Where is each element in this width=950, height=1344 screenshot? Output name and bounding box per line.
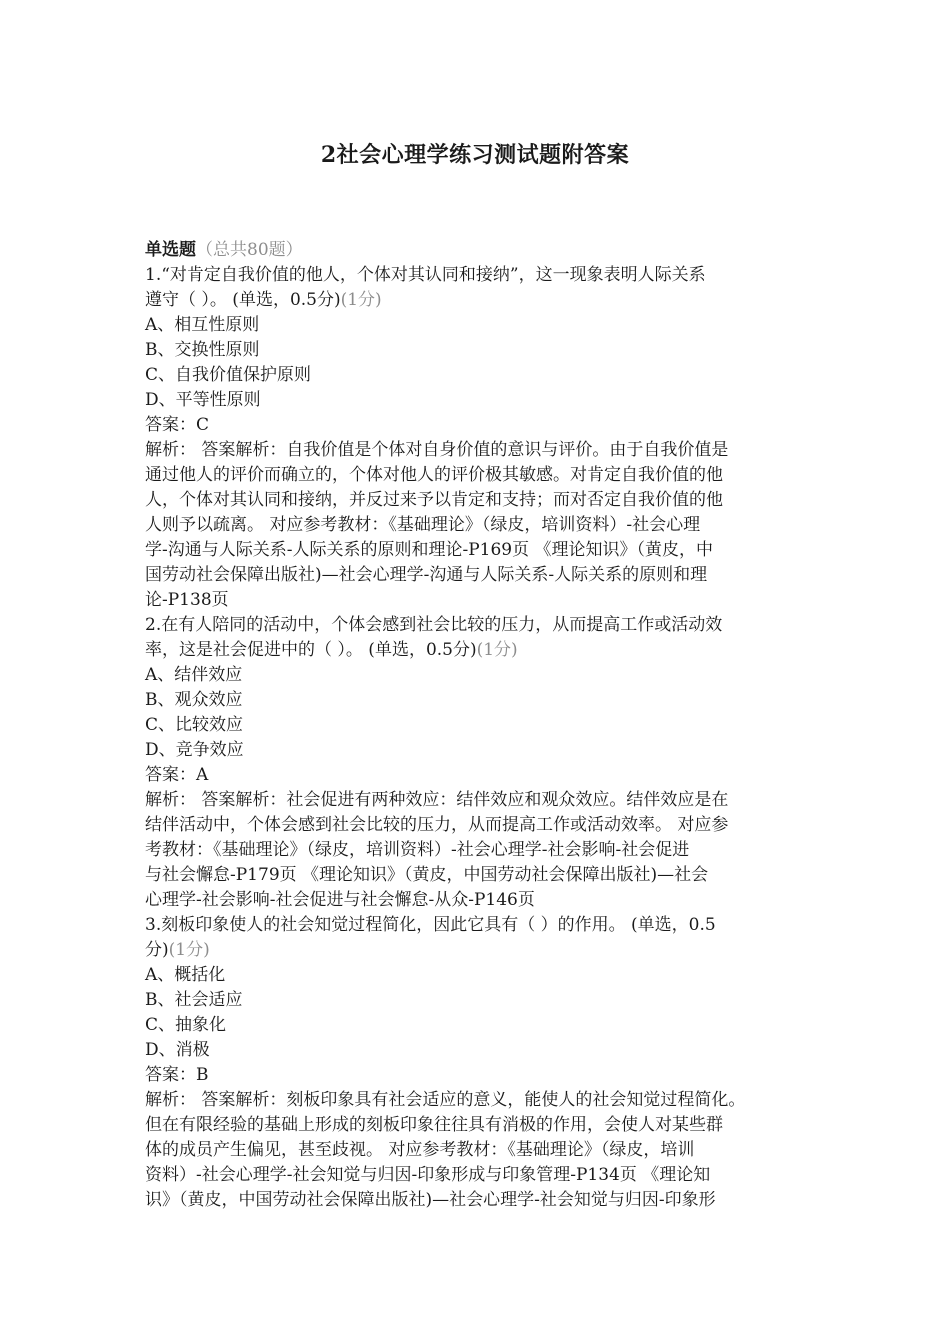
question-stem-line xyxy=(145,938,825,963)
question-stem-line: 2.在有人陪同的活动中，个体会感到社会比较的压力，从而提高工作或活动效 xyxy=(145,615,723,635)
analysis-line: 识》（黄皮，中国劳动社会保障出版社)—社会心理学-社会知觉与归因-印象形 xyxy=(145,1190,716,1210)
option-b: B、社会适应 xyxy=(145,990,243,1010)
analysis-line: 但在有限经验的基础上形成的刻板印象往往具有消极的作用，会使人对某些群 xyxy=(145,1115,723,1135)
answer: 答案：C xyxy=(145,415,210,435)
question-stem-line: 3.刻板印象使人的社会知觉过程简化，因此它具有（ ）的作用。 (单选，0.5 xyxy=(145,915,716,935)
analysis-line: 论-P138页 xyxy=(145,590,229,610)
analysis-line: 体的成员产生偏见，甚至歧视。 对应参考教材：《基础理论》（绿皮，培训 xyxy=(145,1140,695,1160)
option-d: D、竞争效应 xyxy=(145,740,244,760)
document-title: 2社会心理学练习测试题附答案 xyxy=(320,142,630,168)
question-stem-line: 1.“对肯定自我价值的他人，个体对其认同和接纳”，这一现象表明人际关系 xyxy=(145,265,706,285)
question-2 xyxy=(145,613,825,913)
option-c: C、自我价值保护原则 xyxy=(145,365,312,385)
option-d: D、平等性原则 xyxy=(145,390,261,410)
question-stem-text: 遵守（ ）。 (单选，0.5分) xyxy=(145,290,341,310)
analysis-line: 资料）-社会心理学-社会知觉与归因-印象形成与印象管理-P134页 《理论知 xyxy=(145,1165,711,1185)
question-3 xyxy=(145,913,825,1213)
option-a: A、相互性原则 xyxy=(145,315,260,335)
question-stem-line xyxy=(145,288,825,313)
analysis-line: 国劳动社会保障出版社)—社会心理学-沟通与人际关系-人际关系的原则和理 xyxy=(145,565,708,585)
section-heading: 单选题 xyxy=(145,240,196,260)
option-c: C、抽象化 xyxy=(145,1015,227,1035)
analysis-line: 解析： 答案解析：刻板印象具有社会适应的意义，能使人的社会知觉过程简化。 xyxy=(145,1090,746,1110)
question-1 xyxy=(145,263,825,613)
question-score: (1分) xyxy=(168,940,210,960)
analysis-line: 人则予以疏离。 对应参考教材：《基础理论》（绿皮，培训资料）-社会心理 xyxy=(145,515,701,535)
option-b: B、观众效应 xyxy=(145,690,243,710)
question-score: (1分) xyxy=(476,640,518,660)
option-b: B、交换性原则 xyxy=(145,340,260,360)
analysis-line: 人，个体对其认同和接纳，并反过来予以肯定和支持；而对否定自我价值的他 xyxy=(145,490,723,510)
option-a: A、结伴效应 xyxy=(145,665,243,685)
section-count: （总共80题） xyxy=(196,240,303,260)
analysis-line: 解析： 答案解析：自我价值是个体对自身价值的意识与评价。由于自我价值是 xyxy=(145,440,729,460)
analysis-line: 学-沟通与人际关系-人际关系的原则和理论-P169页 《理论知识》（黄皮，中 xyxy=(145,540,714,560)
analysis-line: 解析： 答案解析：社会促进有两种效应：结伴效应和观众效应。结伴效应是在 xyxy=(145,790,729,810)
analysis-line: 通过他人的评价而确立的，个体对他人的评价极其敏感。对肯定自我价值的他 xyxy=(145,465,723,485)
option-c: C、比较效应 xyxy=(145,715,244,735)
question-stem-line xyxy=(145,638,825,663)
section-header xyxy=(145,238,825,263)
option-d: D、消极 xyxy=(145,1040,210,1060)
analysis-line: 心理学-社会影响-社会促进与社会懈怠-从众-P146页 xyxy=(145,890,535,910)
question-stem-text: 率，这是社会促进中的（ ）。 (单选，0.5分) xyxy=(145,640,477,660)
option-a: A、概括化 xyxy=(145,965,226,985)
answer: 答案：B xyxy=(145,1065,209,1085)
answer: 答案：A xyxy=(145,765,209,785)
question-stem-text: 分) xyxy=(145,940,169,960)
analysis-line: 与社会懈怠-P179页 《理论知识》（黄皮，中国劳动社会保障出版社)—社会 xyxy=(145,865,709,885)
analysis-line: 考教材：《基础理论》（绿皮，培训资料）-社会心理学-社会影响-社会促进 xyxy=(145,840,690,860)
document-body xyxy=(145,238,825,1213)
question-score: (1分) xyxy=(340,290,382,310)
analysis-line: 结伴活动中，个体会感到社会比较的压力，从而提高工作或活动效率。 对应参 xyxy=(145,815,729,835)
